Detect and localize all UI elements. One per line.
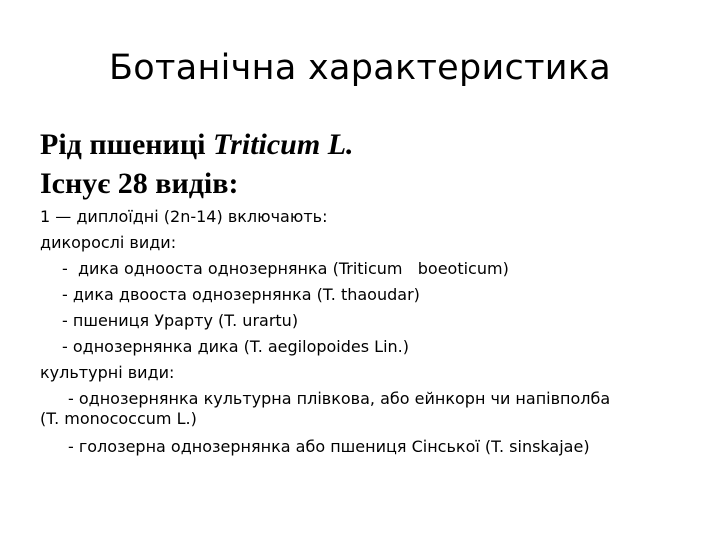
list-item: - дика двооста однозернянка (T. thaoudar)	[62, 285, 420, 304]
genus-text: Рід пшениці	[40, 128, 213, 161]
list-item: - однозернянка дика (T. aegilopoides Lin.)	[62, 337, 409, 356]
list-item: - голозерна однозернянка або пшениця Сінської (T. sinskajae)	[68, 437, 590, 456]
list-item-continuation: (T. monococcum L.)	[40, 409, 197, 428]
list-item: - однозернянка культурна плівкова, або ейнкорн чи напівполба	[68, 389, 611, 408]
species-count-heading: Існує 28 видів:	[40, 167, 239, 200]
genus-latin-name: Triticum L.	[212, 128, 354, 161]
list-item: - дика однооста однозернянка (Triticum boeoticum)	[62, 259, 509, 278]
slide-title: Ботанічна характеристика	[108, 48, 612, 88]
list-item: - пшениця Урарту (T. urartu)	[62, 311, 299, 330]
cultivated-species-label: культурні види:	[40, 363, 175, 382]
diploid-intro-line: 1 — диплоїдні (2n-14) включають:	[40, 207, 328, 226]
genus-heading	[40, 128, 354, 162]
wild-species-label: дикорослі види:	[40, 233, 177, 252]
